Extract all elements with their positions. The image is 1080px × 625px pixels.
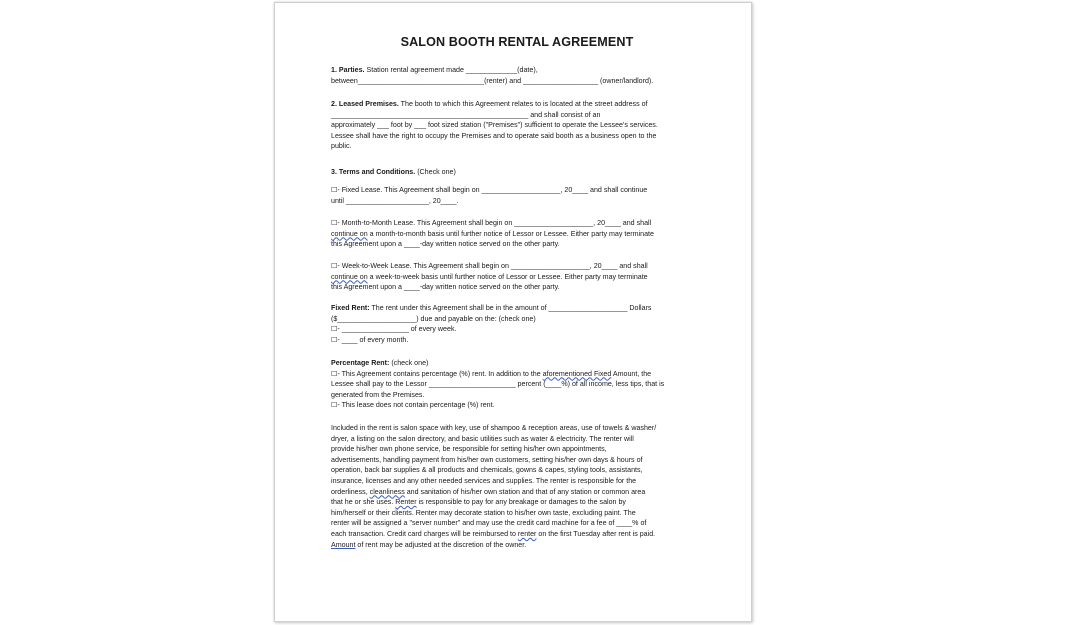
- parties-line2: between________________________________(renter) and ___________________ (owner/landlord).: [331, 76, 654, 85]
- fixed-lease-line2: until _____________________, 20____.: [331, 196, 459, 205]
- fixed-rent-line1: The rent under this Agreement shall be in the amount of ____________________ Dollars: [369, 304, 652, 312]
- week-lease-line3: this Agreement upon a ____-day written notice served on the other party.: [331, 283, 560, 292]
- included-line7-pre: orderliness,: [331, 487, 370, 496]
- terms-heading-note: (Check one): [415, 168, 456, 176]
- percentage-rent-line3: generated from the Premises.: [331, 390, 425, 399]
- section-included: [331, 423, 703, 550]
- section-parties: [331, 65, 703, 86]
- percentage-rent-note: (check one): [389, 359, 429, 367]
- percentage-rent-line2: Lessee shall pay to the Lessor ______________________ percent (____%) of all income, less tips, that is: [331, 380, 665, 389]
- month-lease-spell-error: continue on: [331, 229, 368, 238]
- included-line4: advertisements, handling payment from his/her own customers, setting his/her own days & hours of: [331, 455, 643, 464]
- included-line5: operation, back bar supplies & all products and chemicals, gowns & capes, styling tools, assistants,: [331, 466, 643, 475]
- week-lease-option: [331, 261, 703, 293]
- month-lease-line3: this Agreement upon a ____-day written notice served on the other party.: [331, 240, 560, 249]
- included-line1: Included in the rent is salon space with key, use of shampoo & reception areas, use of towels & washer/: [331, 424, 657, 432]
- section-fixed-rent: [331, 303, 703, 345]
- included-line2: dryer, a listing on the salon directory, and basic utilities such as water & electricity. The renter will: [331, 434, 634, 443]
- included-line8-post: is responsible to pay for any breakage or damages to the salon by: [416, 498, 626, 507]
- included-spell-error-renter-2: renter: [517, 529, 537, 538]
- fixed-rent-line2: ($____________________) due and payable on the: (check one): [331, 314, 536, 323]
- included-spell-error-cleanliness: cleanliness: [369, 487, 405, 496]
- included-line11-pre: each transaction. Credit card charges will be reimbursed to: [331, 529, 518, 538]
- terms-heading: 3. Terms and Conditions.: [331, 168, 416, 176]
- fixed-rent-heading: Fixed Rent:: [331, 304, 370, 312]
- premises-line5: public.: [331, 142, 352, 151]
- document-page: [274, 2, 752, 622]
- week-lease-spell-error: continue on: [331, 272, 368, 281]
- included-spell-error-renter: Renter: [395, 498, 417, 507]
- month-lease-line1: ☐- Month-to-Month Lease. This Agreement shall begin on ____________________, 20____ and shall: [331, 219, 652, 227]
- parties-heading: 1. Parties.: [331, 66, 365, 74]
- percentage-rent-spell-error: aforementioned Fixed: [542, 369, 612, 378]
- included-line12-post: of rent may be adjusted at the discretion of the owner.: [355, 540, 527, 549]
- premises-line2: __________________________________________________ and shall consist of an: [331, 110, 601, 119]
- percentage-rent-line1-post: Amount, the: [611, 369, 652, 378]
- percentage-rent-line1-pre: ☐- This Agreement contains percentage (%) rent. In addition to the: [331, 369, 543, 378]
- fixed-rent-line3: ☐- _________________ of every week.: [331, 325, 457, 334]
- included-line6: insurance, licenses and any other needed services and supplies. The renter is responsible for the: [331, 476, 637, 485]
- included-amount-word: Amount: [331, 540, 356, 549]
- premises-heading: 2. Leased Premises.: [331, 100, 399, 108]
- premises-line1: The booth to which this Agreement relates to is located at the street address of: [398, 100, 648, 108]
- included-line8-pre: that he or she uses.: [331, 498, 396, 507]
- included-line11-post: on the first Tuesday after rent is paid.: [536, 529, 656, 538]
- month-lease-option: [331, 218, 703, 250]
- premises-line4: Lessee shall have the right to occupy the Premises and to operate said booth as a business open to the: [331, 131, 657, 140]
- parties-line1: Station rental agreement made _____________(date),: [364, 66, 538, 74]
- week-lease-line2: a week-to-week basis until further notice of Lessor or Lessee. Either party may terminate: [367, 272, 648, 281]
- month-lease-line2: a month-to-month basis until further notice of Lessor or Lessee. Either party may terminate: [367, 229, 654, 238]
- included-line7-post: and sanitation of his/her own station and that of any station or common area: [404, 487, 646, 496]
- section-terms-heading: [331, 167, 703, 178]
- week-lease-line1: ☐- Week-to-Week Lease. This Agreement shall begin on ____________________, 20____ and shall: [331, 262, 648, 270]
- included-line10: renter will be assigned a "server number" and may use the credit card machine for a fee of ____% of: [331, 519, 647, 528]
- section-leased-premises: [331, 99, 703, 152]
- fixed-lease-option: [331, 185, 703, 206]
- section-percentage-rent: [331, 358, 703, 411]
- document-title: SALON BOOTH RENTAL AGREEMENT: [400, 35, 634, 49]
- percentage-rent-line4: ☐- This lease does not contain percentage (%) rent.: [331, 401, 495, 410]
- included-line9: him/herself or their clients. Renter may decorate station to his/her own taste, excluding paint. The: [331, 508, 636, 517]
- included-line3: provide his/her own phone service, be responsible for setting his/her own appointments,: [331, 445, 607, 454]
- premises-line3: approximately ___ foot by ___ foot sized station ("Premises") sufficient to operate the Lessee's services.: [331, 121, 658, 130]
- fixed-lease-line1: ☐- Fixed Lease. This Agreement shall begin on ____________________, 20____ and shall continue: [331, 186, 648, 194]
- fixed-rent-line4: ☐- ____ of every month.: [331, 335, 409, 344]
- percentage-rent-heading: Percentage Rent:: [331, 359, 390, 367]
